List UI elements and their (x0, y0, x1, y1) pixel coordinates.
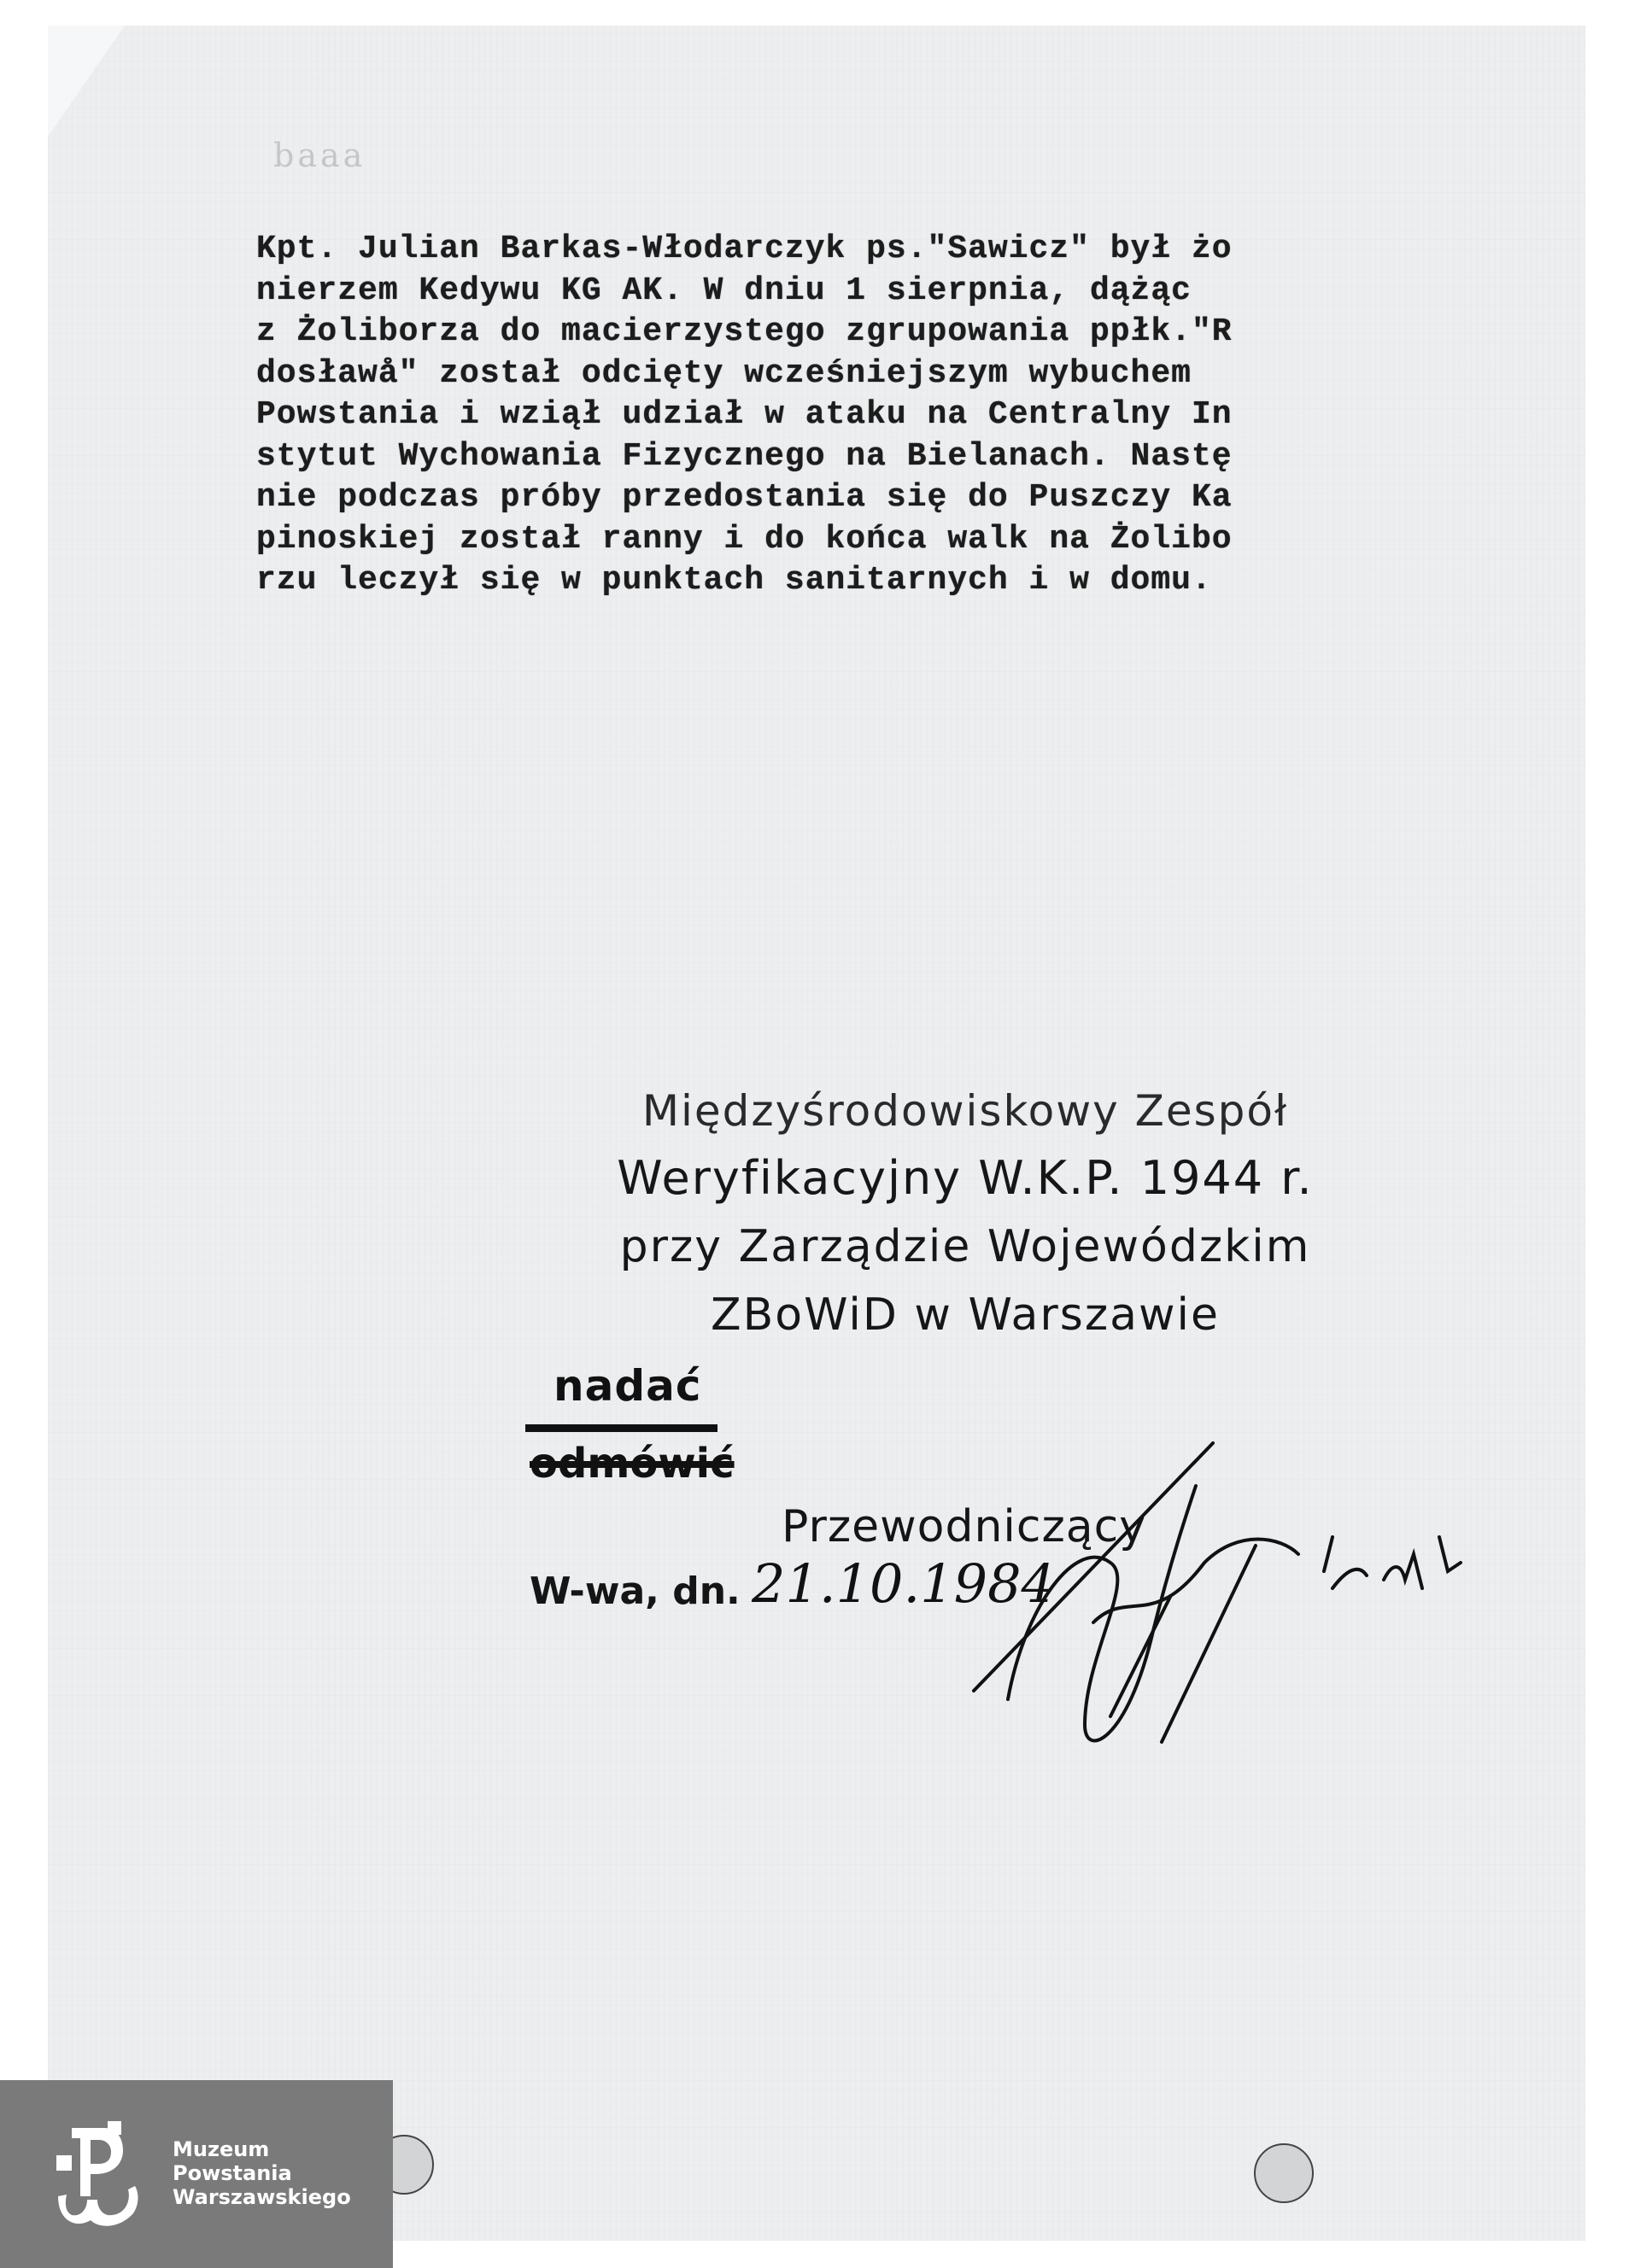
typed-line: rzu leczył się w punktach sanitarnych i w domu. (256, 562, 1212, 599)
typed-line: nie podczas próby przedostania się do Puszczy Ka (256, 479, 1233, 516)
typed-line: Powstania i wziął udział w ataku na Centralny In (256, 396, 1233, 433)
stamp-line-2: Weryfikacyjny W.K.P. 1944 r. (617, 1151, 1314, 1205)
stamp-line-4: ZBoWiD w Warszawie (710, 1289, 1220, 1341)
museum-name (173, 2137, 351, 2209)
handwritten-signature-icon (957, 1435, 1572, 1776)
signatory-title: Przewodniczący (782, 1501, 1146, 1552)
faint-handwritten-mark: baaa (273, 137, 366, 174)
typed-line: z Żoliborza do macierzystego zgrupowania ppłk."R (256, 313, 1233, 350)
folded-corner (48, 26, 125, 137)
punch-hole-right (1254, 2143, 1314, 2203)
typed-line: dosławå" został odcięty wcześniejszym wybuchem (256, 354, 1192, 392)
museum-name-line-2: Powstania (173, 2161, 292, 2185)
pw-anchor-logo-icon (51, 2121, 158, 2232)
museum-name-line-3: Warszawskiego (173, 2185, 351, 2209)
decision-refused-struck: odmówić (530, 1440, 735, 1488)
typed-line: stytut Wychowania Fizycznego na Bielanach. Nastę (256, 437, 1233, 475)
typed-line: pinoskiej został ranny i do końca walk na Żolibo (256, 520, 1233, 558)
date-label: W-wa, dn. (530, 1569, 741, 1613)
strike-bar (525, 1424, 718, 1432)
museum-name-line-1: Muzeum (173, 2137, 270, 2161)
typed-line: nierzem Kedywu KG AK. W dniu 1 sierpnia, dążąc (256, 272, 1192, 309)
committee-stamp (547, 1078, 1384, 1349)
date-value: 21.10.1984 (752, 1552, 1055, 1615)
typed-paragraph (256, 229, 1589, 602)
decision-granted: nadać (554, 1361, 702, 1411)
stamp-line-1: Międzyśrodowiskowy Zespół (641, 1086, 1289, 1136)
typed-line: Kpt. Julian Barkas-Włodarczyk ps."Sawicz" był żo (256, 231, 1233, 267)
stamp-line-3: przy Zarządzie Wojewódzkim (619, 1221, 1311, 1272)
